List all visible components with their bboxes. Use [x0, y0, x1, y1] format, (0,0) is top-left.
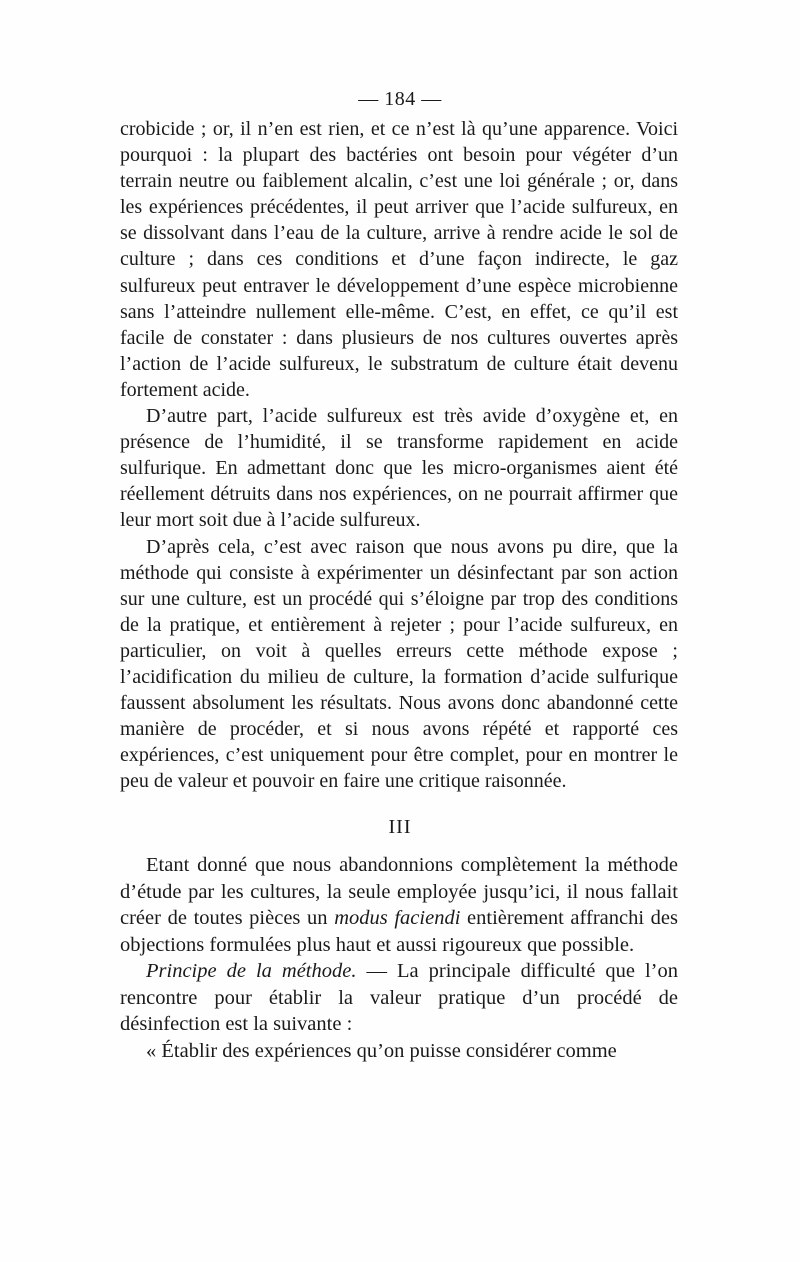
text-block-bottom — [120, 852, 678, 1064]
paragraph — [120, 852, 678, 958]
italic-phrase: modus faciendi — [334, 907, 461, 929]
paragraph-text: Etant donné que nous abandonnions complètement la méthode d’étude par les cultures, la seule employée jusqu’ici, il nous fallait créer de toutes pièces un — [120, 854, 678, 929]
page-number: — 184 — — [358, 88, 442, 110]
paragraph: D’après cela, c’est avec raison que nous avons pu dire, que la méthode qui consiste à expérimenter un désinfectant par son action sur une culture, est un procédé qui s’éloigne par trop des conditions de la pratique, et entièrement à rejeter ; pour l’acide sulfureux, en particulier, on voit à quelles erreurs cette méthode expose ; l’acidification du milieu de culture, la formation d’acide sulfurique faussent absolument les résultats. Nous avons donc abandonné cette manière de procéder, et si nous avons répété et rapporté ces expériences, c’est uniquement pour être complet, pour en montrer le peu de valeur et pouvoir en faire une critique raisonnée. — [120, 535, 678, 793]
text-block-top — [120, 116, 678, 794]
subheading-italic: Principe de la méthode. — [146, 960, 357, 982]
paragraph-text: entièrement affranchi des objections formulées plus haut et aussi rigoureux que possible. — [120, 907, 679, 956]
paragraph: crobicide ; or, il n’en est rien, et ce n’est là qu’une apparence. Voici pourquoi : la plupart des bactéries ont besoin pour végéter d’un terrain neutre ou faiblement alcalin, c’est une loi générale ; or, dans les expériences précédentes, il peut arriver que l’acide sulfureux, en se dissolvant dans l’eau de la culture, arrive à rendre acide le sol de culture ; dans ces conditions et d’une façon indirecte, le gaz sulfureux peut entraver le développement d’une espèce microbienne sans l’atteindre nullement elle-même. C’est, en effet, ce qu’il est facile de constater : dans plusieurs de nos cultures ouvertes après l’action de l’acide sulfureux, le substratum de culture était devenu fortement acide. — [120, 118, 678, 401]
paragraph-text: — La principale difficulté que l’on rencontre pour établir la valeur pratique d’un procédé de désinfection est la suivante : — [120, 960, 678, 1035]
paragraph — [120, 958, 678, 1038]
paragraph: « Établir des expériences qu’on puisse considérer comme — [146, 1039, 617, 1062]
paragraph: D’autre part, l’acide sulfureux est très avide d’oxygène et, en présence de l’humidité, il se transforme rapidement en acide sulfurique. En admettant donc que les micro-organismes aient été réellement détruits dans nos expériences, on ne pourrait affirmer que leur mort soit due à l’acide sulfureux. — [120, 405, 678, 532]
section-heading: III — [388, 816, 412, 838]
